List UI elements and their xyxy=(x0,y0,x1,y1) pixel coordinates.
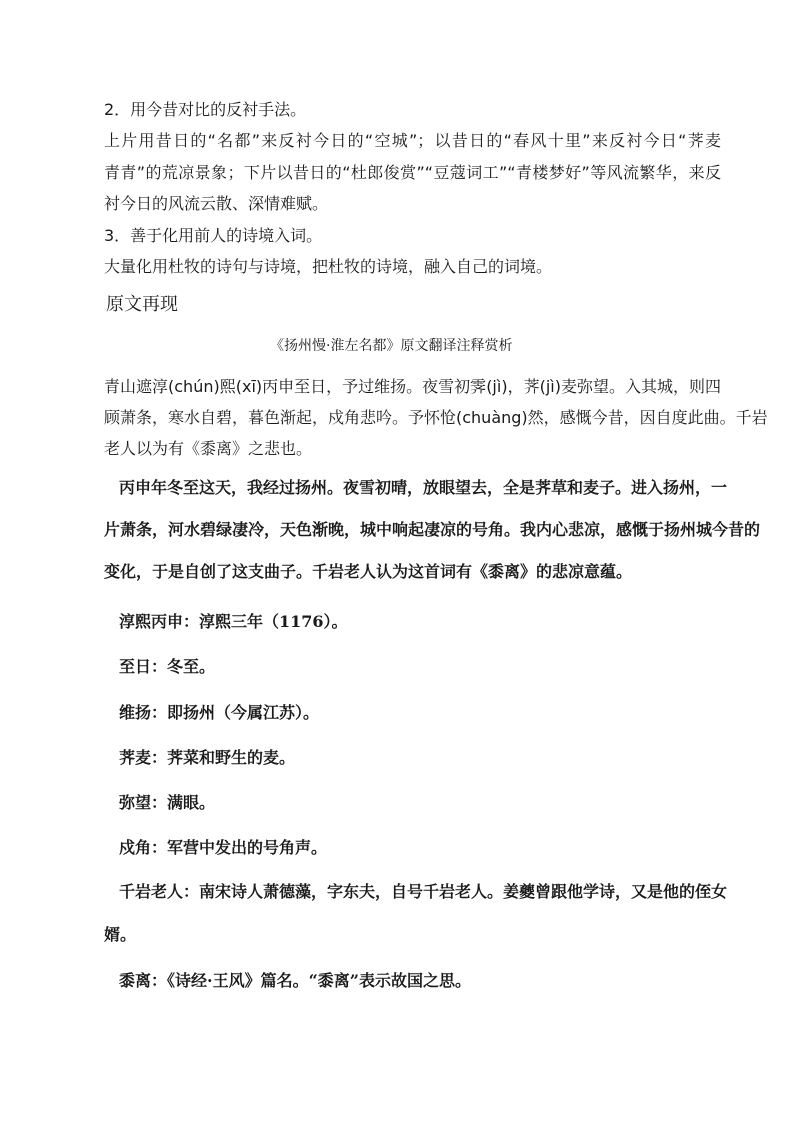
note-weiyang: 维扬：即扬州（今属江苏）。 xyxy=(119,703,320,722)
point-3-text: 大量化用杜牧的诗句与诗境，把杜牧的诗境，融入自己的词境。 xyxy=(104,257,553,276)
section-heading: 原文再现 xyxy=(106,294,178,315)
note-shuli: 黍离：《诗经·王风》篇名。“黍离”表示故国之思。 xyxy=(119,971,471,990)
note-chunxi-bingshen: 淳熙丙申：淳熙三年（1176）。 xyxy=(119,612,348,631)
point-2-text-line-2: 青青”的荒凉景象；下片以昔日的“杜郎俊赏”“豆蔻词工”“青楼梦好”等风流繁华，来反 xyxy=(104,163,721,182)
preface-line-3: 老人以为有《黍离》之悲也。 xyxy=(104,439,313,458)
note-miwang: 弥望：满眼。 xyxy=(119,793,216,812)
translation-line-3: 变化，于是自创了这支曲子。千岩老人认为这首词有《黍离》的悲凉意蕴。 xyxy=(104,562,633,581)
note-qianyan-laoren-line-1: 千岩老人：南宋诗人萧德藻，字东夫，自号千岩老人。姜夔曾跟他学诗，又是他的侄女 xyxy=(119,882,728,901)
point-2-text-line-3: 衬今日的风流云散、深情难赋。 xyxy=(104,194,329,213)
point-2-text-line-1: 上片用昔日的“名都”来反衬今日的“空城”；以昔日的“春风十里”来反衬今日“荠麦 xyxy=(104,131,721,150)
translation-line-1: 丙申年冬至这天，我经过扬州。夜雪初晴，放眼望去，全是荠草和麦子。进入扬州，一 xyxy=(119,478,728,497)
note-jimai: 荠麦：荠菜和野生的麦。 xyxy=(119,748,296,767)
point-2-title: 2．用今昔对比的反衬手法。 xyxy=(104,100,307,119)
note-zhiri: 至日：冬至。 xyxy=(119,657,216,676)
point-3-title: 3．善于化用前人的诗境入词。 xyxy=(104,226,323,245)
note-shujiao: 戍角：军营中发出的号角声。 xyxy=(119,838,328,857)
translation-line-2: 片萧条，河水碧绿凄冷，天色渐晚，城中响起凄凉的号角。我内心悲凉，感慨于扬州城今昔的 xyxy=(104,520,761,539)
preface-line-2: 顾萧条，寒水自碧，暮色渐起，戍角悲吟。予怀怆(chuàng)然，感慨今昔，因自度此曲。千岩 xyxy=(104,408,768,427)
note-qianyan-laoren-line-2: 婿。 xyxy=(104,925,137,944)
article-title: 《扬州慢·淮左名都》原文翻译注释赏析 xyxy=(270,338,513,354)
preface-line-1: 青山遮淳(chún)熙(xī)丙申至日，予过维扬。夜雪初霁(jì)，荠(jì)麦弥望。入其城，则四 xyxy=(104,377,721,396)
